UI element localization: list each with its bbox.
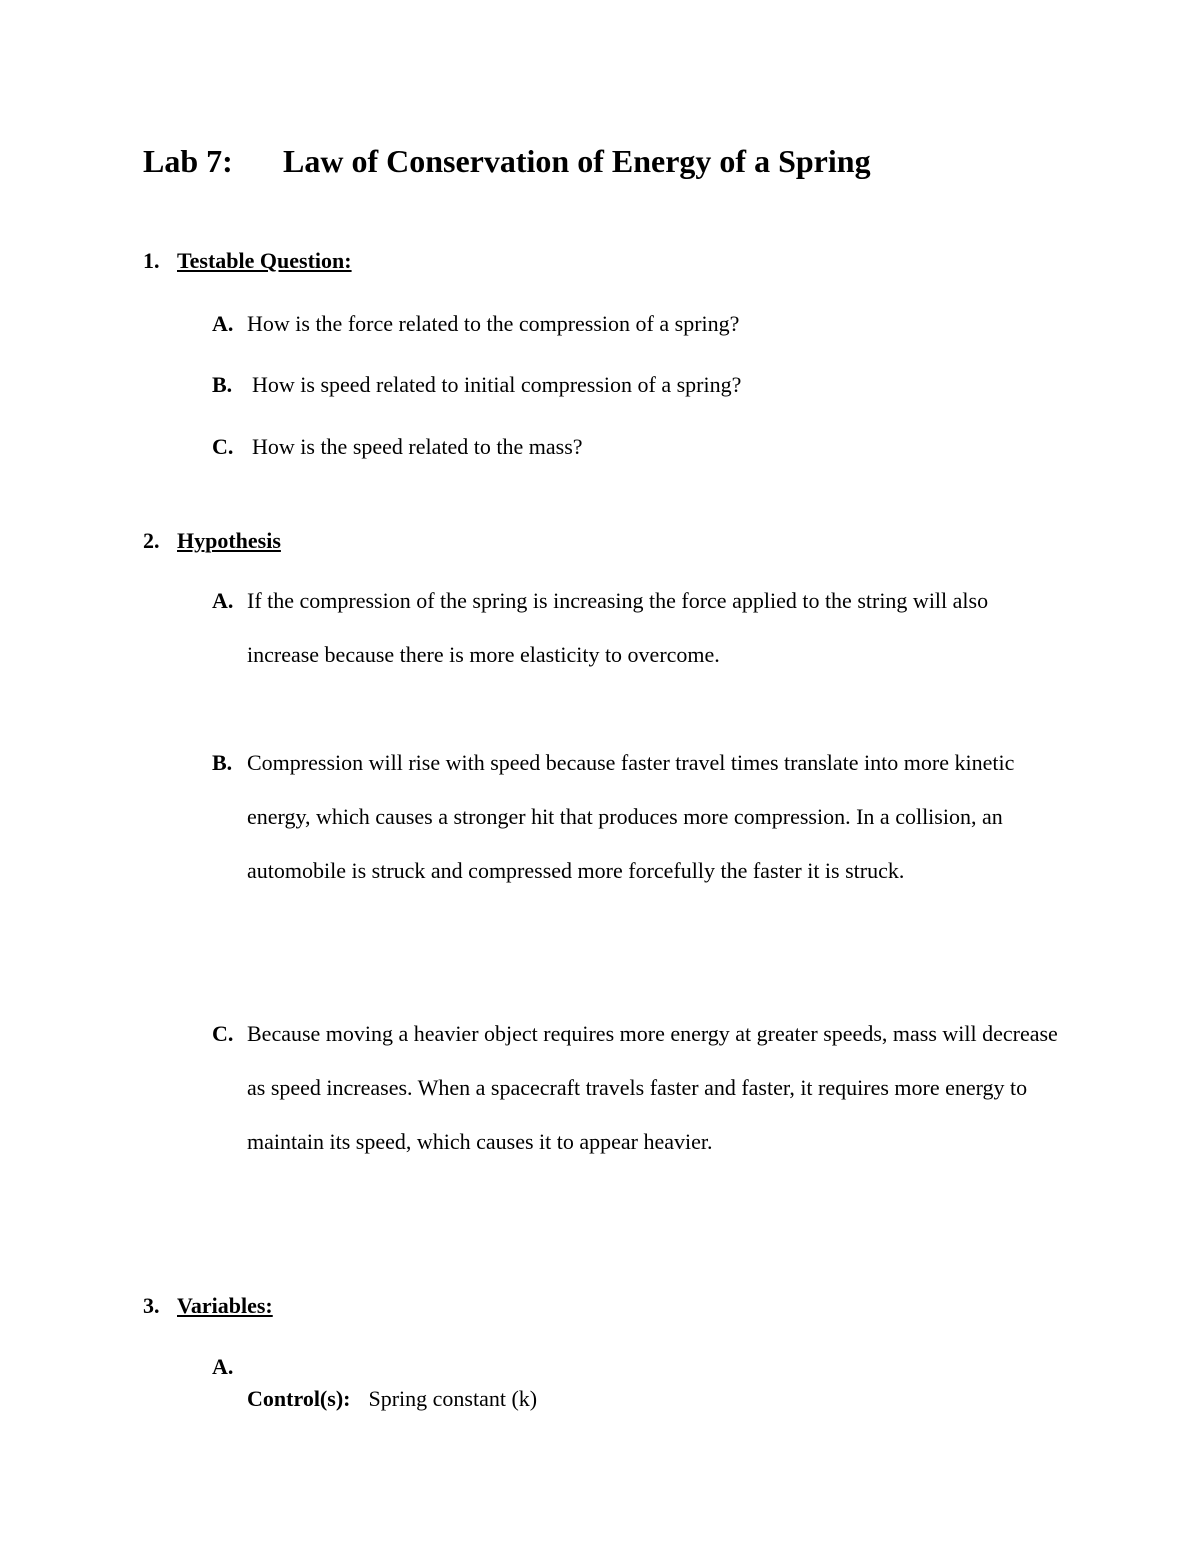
- question-item-c: [212, 434, 1062, 460]
- question-item-b: [212, 372, 1062, 398]
- variables-item-letter: A.: [212, 1354, 234, 1379]
- section-heading: Variables:: [177, 1293, 273, 1318]
- item-letter: C.: [212, 434, 234, 459]
- control-value: Spring constant (k): [368, 1386, 538, 1411]
- section-number: 2.: [143, 528, 160, 553]
- hypothesis-item-b: [212, 736, 1062, 898]
- control-variables: [247, 1386, 537, 1412]
- item-text: How is the force related to the compression of a spring?: [247, 311, 740, 336]
- item-text: If the compression of the spring is increasing the force applied to the string will also increase because there is more elasticity to overcome.: [247, 588, 989, 667]
- item-text: How is speed related to initial compression of a spring?: [252, 372, 742, 397]
- item-letter: B.: [212, 372, 233, 397]
- hypothesis-item-c: [212, 1007, 1062, 1169]
- section-hypothesis: [143, 528, 281, 554]
- section-variables: [143, 1293, 273, 1319]
- item-text: How is the speed related to the mass?: [252, 434, 583, 459]
- section-testable-question: [143, 248, 352, 274]
- item-letter: C.: [212, 1021, 234, 1046]
- item-letter: B.: [212, 750, 233, 775]
- page-title: [143, 142, 871, 180]
- question-item-a: [212, 311, 1062, 337]
- lab-title-text: Law of Conservation of Energy of a Spring: [283, 143, 871, 179]
- section-heading: Testable Question:: [177, 248, 352, 273]
- section-heading: Hypothesis: [177, 528, 281, 553]
- section-number: 3.: [143, 1293, 160, 1318]
- section-number: 1.: [143, 248, 160, 273]
- item-text: Because moving a heavier object requires more energy at greater speeds, mass will decrease as speed increases. When a spacecraft travels faster and faster, it requires more energy to maintain its speed, which causes it to appear heavier.: [247, 1021, 1058, 1154]
- control-label: Control(s):: [247, 1386, 351, 1411]
- lab-number: Lab 7:: [143, 143, 233, 179]
- item-text: Compression will rise with speed because faster travel times translate into more kinetic energy, which causes a stronger hit that produces more compression. In a collision, an automobile is struck and compressed more forcefully the faster it is struck.: [247, 750, 1015, 883]
- hypothesis-item-a: [212, 574, 1062, 682]
- item-letter: A.: [212, 588, 234, 613]
- item-letter: A.: [212, 311, 234, 336]
